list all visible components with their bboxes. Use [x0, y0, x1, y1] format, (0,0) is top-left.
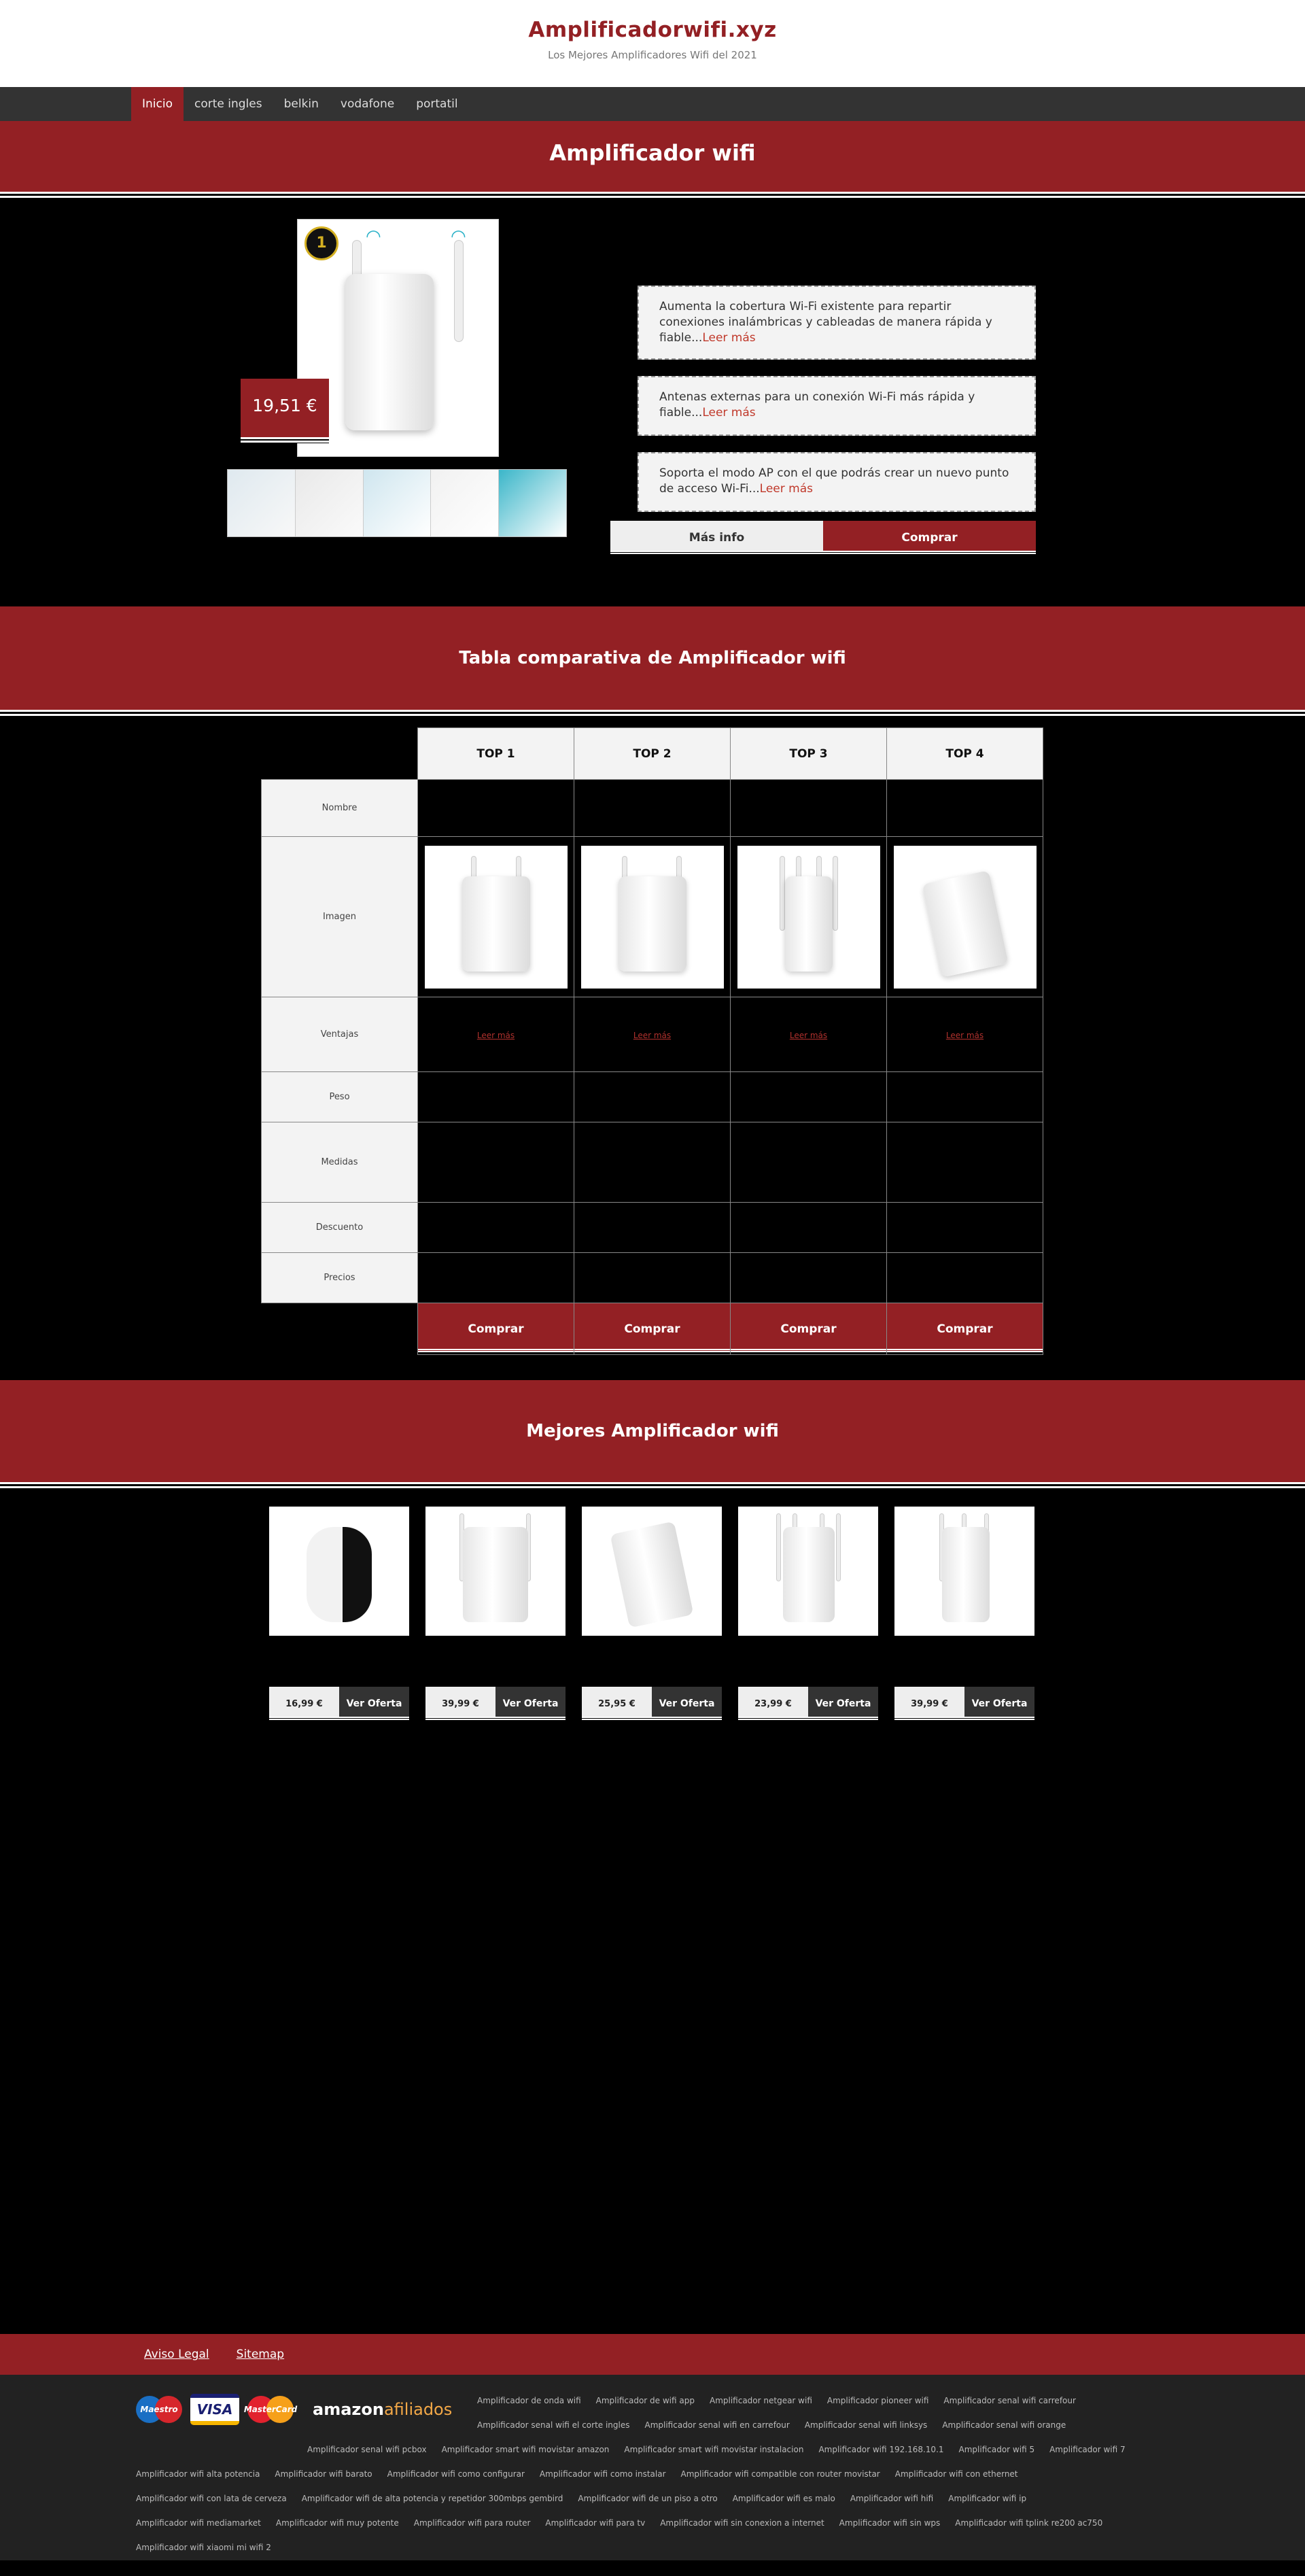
extender-device	[345, 274, 434, 430]
column-header-top4: TOP 4	[887, 728, 1043, 780]
tag-link[interactable]: Amplificador netgear wifi	[709, 2396, 812, 2405]
thumbnail-strip	[227, 469, 567, 537]
tag-row	[136, 2511, 1155, 2535]
table-cell	[731, 780, 887, 837]
read-more-link[interactable]: Leer más	[789, 1031, 828, 1040]
product-card	[582, 1507, 722, 1721]
tag-link[interactable]: Amplificador wifi de alta potencia y repetidor 300mbps gembird	[301, 2494, 563, 2503]
tag-link[interactable]: Amplificador smart wifi movistar amazon	[441, 2445, 610, 2454]
view-offer-button[interactable]: Ver Oferta	[339, 1687, 409, 1721]
tag-link[interactable]: Amplificador wifi para tv	[545, 2518, 646, 2528]
nav-item-portatil[interactable]: portatil	[416, 97, 458, 111]
row-label-ventajas: Ventajas	[262, 997, 418, 1072]
feature-item: Antenas externas para un conexión Wi-Fi más rápida y fiable...Leer más	[638, 376, 1036, 436]
table-cell	[887, 780, 1043, 837]
product-price: 16,99 €	[269, 1687, 339, 1721]
tag-link[interactable]: Amplificador senal wifi linksys	[804, 2420, 928, 2430]
maestro-card-icon: Maestro	[135, 2394, 184, 2425]
number-one-badge-icon: 1	[304, 226, 338, 260]
tag-link[interactable]: Amplificador de onda wifi	[477, 2396, 581, 2405]
tag-link[interactable]: Amplificador senal wifi orange	[942, 2420, 1066, 2430]
tag-link[interactable]: Amplificador wifi 7	[1049, 2445, 1126, 2454]
nav-item-belkin[interactable]: belkin	[283, 97, 319, 111]
read-more-link[interactable]: Leer más	[945, 1031, 984, 1040]
tag-cloud	[136, 2388, 1155, 2560]
table-cell	[731, 1072, 887, 1122]
more-info-button[interactable]: Más info	[610, 521, 823, 555]
table-cell	[887, 997, 1043, 1072]
buy-button[interactable]: Comprar	[823, 521, 1036, 555]
tag-link[interactable]: Amplificador wifi ip	[948, 2494, 1027, 2503]
nav-item-corte-ingles[interactable]: corte ingles	[194, 97, 262, 111]
tag-link[interactable]: Amplificador wifi tplink re200 ac750	[955, 2518, 1103, 2528]
tag-row	[136, 2388, 1155, 2413]
thumbnail-4[interactable]	[431, 470, 499, 536]
product-image-top1[interactable]	[425, 846, 568, 989]
tag-link[interactable]: Amplificador wifi 5	[958, 2445, 1035, 2454]
tag-link[interactable]: Amplificador de wifi app	[595, 2396, 695, 2405]
thumbnail-5[interactable]	[499, 470, 566, 536]
column-header-top3: TOP 3	[731, 728, 887, 780]
tag-link[interactable]: Amplificador smart wifi movistar instalacion	[624, 2445, 804, 2454]
table-cell	[887, 1203, 1043, 1253]
tag-link[interactable]: Amplificador wifi para router	[413, 2518, 531, 2528]
tag-link[interactable]: Amplificador wifi mediamarket	[136, 2518, 261, 2528]
site-footer	[0, 2375, 1305, 2560]
thumbnail-2[interactable]	[296, 470, 364, 536]
product-price: 39,99 €	[425, 1687, 495, 1721]
compare-buy-button-top2[interactable]: Comprar	[574, 1303, 731, 1355]
table-cell	[731, 1253, 887, 1303]
hero-product	[0, 192, 1305, 606]
product-price: 25,95 €	[582, 1687, 652, 1721]
tag-link[interactable]: Amplificador wifi como instalar	[539, 2469, 666, 2479]
tag-link[interactable]: Amplificador wifi es malo	[732, 2494, 835, 2503]
row-label-imagen: Imagen	[262, 837, 418, 997]
product-card	[738, 1507, 878, 1721]
comparison-heading: Tabla comparativa de Amplificador wifi	[0, 606, 1305, 710]
wifi-signal-icon: ◠	[451, 226, 466, 247]
row-label-medidas: Medidas	[262, 1122, 418, 1203]
thumbnail-3[interactable]	[364, 470, 432, 536]
compare-buy-button-top4[interactable]: Comprar	[887, 1303, 1043, 1355]
product-image[interactable]	[269, 1507, 409, 1636]
feature-list	[638, 286, 1036, 528]
mastercard-icon: MasterCard	[246, 2394, 295, 2425]
best-heading: Mejores Amplificador wifi	[0, 1380, 1305, 1482]
table-cell	[418, 997, 574, 1072]
hero-buttons	[610, 521, 1036, 555]
tag-link[interactable]: Amplificador wifi de un piso a otro	[578, 2494, 718, 2503]
tag-row	[136, 2486, 1155, 2511]
legal-notice-link[interactable]: Aviso Legal	[144, 2348, 209, 2361]
read-more-link[interactable]: Leer más	[759, 482, 813, 496]
table-cell	[574, 1122, 731, 1203]
table-cell	[574, 1203, 731, 1253]
product-image[interactable]	[582, 1507, 722, 1636]
product-card	[425, 1507, 566, 1721]
product-image-top3[interactable]	[737, 846, 880, 989]
product-image[interactable]	[738, 1507, 878, 1636]
tag-row	[136, 2413, 1155, 2437]
table-cell	[887, 1072, 1043, 1122]
row-label-nombre: Nombre	[262, 780, 418, 837]
read-more-link[interactable]: Leer más	[476, 1031, 515, 1040]
antenna-right	[454, 240, 464, 342]
tag-link[interactable]: Amplificador senal wifi el corte ingles	[477, 2420, 630, 2430]
tag-link[interactable]: Amplificador wifi 192.168.10.1	[818, 2445, 944, 2454]
product-price: 39,99 €	[894, 1687, 964, 1721]
compare-buy-button-top1[interactable]: Comprar	[418, 1303, 574, 1355]
table-cell	[731, 997, 887, 1072]
tag-link[interactable]: Amplificador wifi como configurar	[387, 2469, 525, 2479]
product-image-top4[interactable]	[894, 846, 1037, 989]
product-card	[269, 1507, 409, 1721]
tag-link[interactable]: Amplificador wifi xiaomi mi wifi 2	[136, 2543, 271, 2552]
view-offer-button[interactable]: Ver Oferta	[495, 1687, 566, 1721]
table-cell	[731, 837, 887, 997]
read-more-link[interactable]: Leer más	[702, 331, 756, 345]
product-price: 23,99 €	[738, 1687, 808, 1721]
table-cell	[418, 1253, 574, 1303]
tag-link[interactable]: Amplificador senal wifi pcbox	[307, 2445, 427, 2454]
table-cell	[731, 1203, 887, 1253]
thumbnail-1[interactable]	[228, 470, 296, 536]
product-image[interactable]	[425, 1507, 566, 1636]
tag-link[interactable]: Amplificador wifi barato	[275, 2469, 372, 2479]
product-image-top2[interactable]	[581, 846, 724, 989]
tag-link[interactable]: Amplificador pioneer wifi	[826, 2396, 929, 2405]
column-header-top1: TOP 1	[418, 728, 574, 780]
row-label-descuento: Descuento	[262, 1203, 418, 1253]
tag-link[interactable]: Amplificador senal wifi en carrefour	[644, 2420, 790, 2430]
view-offer-button[interactable]: Ver Oferta	[964, 1687, 1034, 1721]
nav-item-inicio[interactable]: Inicio	[131, 87, 184, 121]
read-more-link[interactable]: Leer más	[633, 1031, 672, 1040]
tag-row	[136, 2535, 1155, 2560]
table-cell	[574, 997, 731, 1072]
table-cell	[731, 1122, 887, 1203]
table-cell	[574, 837, 731, 997]
tag-link[interactable]: Amplificador wifi alta potencia	[136, 2469, 260, 2479]
product-card	[894, 1507, 1034, 1721]
table-cell	[418, 780, 574, 837]
site-tagline: Los Mejores Amplificadores Wifi del 2021	[548, 49, 757, 61]
tag-link[interactable]: Amplificador senal wifi carrefour	[943, 2396, 1076, 2405]
nav-item-vodafone[interactable]: vodafone	[340, 97, 395, 111]
visa-card-icon: VISA	[190, 2394, 239, 2425]
site-title[interactable]: Amplificadorwifi.xyz	[528, 18, 777, 42]
tag-row	[136, 2462, 1155, 2486]
sitemap-link[interactable]: Sitemap	[236, 2348, 285, 2361]
hero-price-tag: 19,51 €	[241, 379, 329, 437]
tag-row	[136, 2437, 1155, 2462]
table-cell	[418, 837, 574, 997]
best-products-section	[0, 1482, 1305, 2334]
table-cell	[418, 1203, 574, 1253]
tag-link[interactable]: Amplificador wifi sin wps	[839, 2518, 941, 2528]
column-header-top2: TOP 2	[574, 728, 731, 780]
row-label-peso: Peso	[262, 1072, 418, 1122]
table-cell	[418, 1072, 574, 1122]
table-cell	[887, 1122, 1043, 1203]
footer-links-bar	[0, 2334, 1305, 2375]
comparison-section	[0, 710, 1305, 1380]
view-offer-button[interactable]: Ver Oferta	[652, 1687, 722, 1721]
amazon-affiliates-logo: amazonafiliados	[313, 2400, 453, 2419]
table-cell	[887, 1253, 1043, 1303]
table-cell	[574, 780, 731, 837]
product-image[interactable]	[894, 1507, 1034, 1636]
compare-buy-button-top3[interactable]: Comprar	[731, 1303, 887, 1355]
tag-link[interactable]: Amplificador wifi con lata de cerveza	[136, 2494, 287, 2503]
tag-link[interactable]: Amplificador wifi hifi	[850, 2494, 934, 2503]
tag-link[interactable]: Amplificador wifi con ethernet	[894, 2469, 1018, 2479]
table-cell	[418, 1122, 574, 1203]
read-more-link[interactable]: Leer más	[702, 406, 756, 419]
tag-link[interactable]: Amplificador wifi compatible con router movistar	[680, 2469, 880, 2479]
tag-link[interactable]: Amplificador wifi muy potente	[275, 2518, 399, 2528]
row-label-precios: Precios	[262, 1253, 418, 1303]
table-cell	[574, 1253, 731, 1303]
tag-link[interactable]: Amplificador wifi sin conexion a internet	[660, 2518, 824, 2528]
feature-item: Soporta el modo AP con el que podrás crear un nuevo punto de acceso Wi-Fi...Leer más	[638, 452, 1036, 512]
feature-item: Aumenta la cobertura Wi-Fi existente para repartir conexiones inalámbricas y cableadas de manera rápida y fiable...Leer más	[638, 286, 1036, 360]
main-nav	[0, 87, 1305, 121]
site-header	[0, 0, 1305, 87]
view-offer-button[interactable]: Ver Oferta	[808, 1687, 878, 1721]
wifi-signal-icon: ◠	[366, 226, 381, 247]
table-cell	[887, 837, 1043, 997]
comparison-table	[261, 727, 1043, 1355]
table-cell	[574, 1072, 731, 1122]
hero-heading: Amplificador wifi	[0, 121, 1305, 192]
